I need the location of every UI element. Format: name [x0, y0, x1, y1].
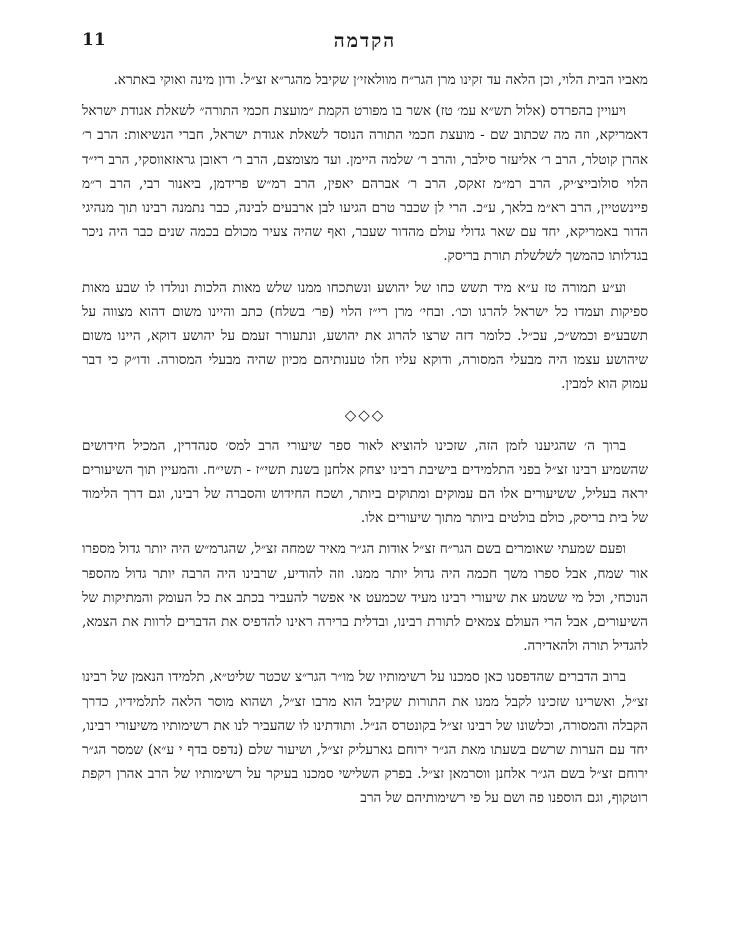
- paragraph: ויעויין בהפרדס (אלול תש״א עמ׳ טז) אשר בו מפורט הקמת ״מועצת חכמי התורה״ לשאלת אגודת ישראל דאמריקא, וזה מה שכתוב שם - מועצת חכמי התורה הנוסד לשאלת אגודת ישראל, חברי הנשיאות: הרב ר׳ אהרן קוטלר, הרב ר׳ אליעזר סילבר, והרב ר׳ שלמה היימן. ועד מצומצם, הרב ר׳ ראובן גראזאווסקי, הרב רי״ד הלוי סולובייצ׳יק, הרב רמ״מ זאקס, הרב ר׳ אברהם יאפין, הרב רמ״ש פרידמן, ביאנור רבי, הרב ר״מ פיינשטיין, הרב רא״מ בלאך, ע״כ. הרי לן שכבר טרם הגיעו לבן ארבעים לבינה, כבר נתמנה רבינו תוך מנהיגי הדור באמריקא, יחד עם שאר גדולי עולם מהדור שעבר, ואף שהיה צעיר מכולם בכמה שנים כבר היה ניכר בגדלותו כהמשך לשלשלת תורת בריסק.: [82, 103, 649, 265]
- paragraph: מאביו הבית הלוי, וכן הלאה עד זקינו מרן הגר״ח מוולאזי׳ן שקיבל מהגר״א זצ״ל. ודון מינה ואוקי באתרא.: [113, 72, 648, 88]
- page-header: [82, 30, 648, 58]
- paragraph: ופעם שמעתי שאומרים בשם הגר״ח זצ״ל אודות הג״ר מאיר שמחה זצ״ל, שהגרמ״ש היה יותר גדול מספרו אור שמח, אבל ספרו משך חכמה היה גדול יותר ממנו. וזה להודיע, שרבינו היה הרבה יותר גדול מהספר הנוכחי, וכל מי ששמע את שיעורי רבינו מעיד שכמעט אי אפשר להעביר בכתב את כל העומק והמתיקות של השיעורים, אבל הרי העולם צמאים לתורת רבינו, ובדלית ברירה ראינו להדפיס את הדברים לרוות את הצמא, להגדיל תורה ולהאדירה.: [82, 541, 648, 655]
- paragraph: וע״ע תמורה טז ע״א מיד תשש כחו של יהושע ונשתכחו ממנו שלש מאות הלכות ונולדו לו שבע מאות ספיקות ועמדו כל ישראל להרגו וכו׳. ובחי׳ מרן רי״ז הלוי (פר׳ בשלח) כתב והיינו משום דהוא מצווה על תשבע״פ וכמש״כ, עכ״ל. כלומר דזה שרצו להרוג את יהושע, ונתעורר זעמם על יהושע דוקא, היינו משום שיהושע עצמו היה מבעלי המסורה, ודוקא עליו חלו טענותיהם מכיון שהיה מבעלי המסורה. ודו״ק כי דבר עמוק הוא למבין.: [82, 279, 648, 393]
- paragraph: ברוך ה׳ שהגיענו לזמן הזה, שזכינו להוציא לאור ספר שיעורי הרב למס׳ סנהדרין, המכיל חידושים שהשמיע רבינו זצ״ל בפני התלמידים בישיבת רבינו יצחק אלחנן בשנת תשי״ז - תשי״ח. והמעיין תוך השיעורים יראה בעליל, ששיעורים אלו הם עמוקים ומתוקים ביותר, ושכח החידוש והסברה של רבינו, וגם דרך הלימוד של בית בריסק, כולם בולטים ביותר מתוך שיעורים אלו.: [82, 437, 648, 527]
- body-text: [82, 68, 648, 818]
- section-divider-ornament: ◇◇◇: [344, 405, 386, 424]
- running-title: הקדמה: [333, 30, 397, 52]
- paragraph: ברוב הדברים שהדפסנו כאן סמכנו על רשימותיו של מו״ר הגר״צ שכטר שליט״א, תלמידו הנאמן של רבינו זצ״ל, ואשרינו שזכינו לקבל ממנו את התורות שקיבל הוא מרבו זצ״ל, ושהוא מוסר הלאה לתלמידיו, כדרך הקבלה והמסורה, וכלשונו של רבינו זצ״ל בקונטרס הנ״ל. ותודתינו לו שהעביר לנו את רשימותיו משיעורי רבינו, יחד עם הערות שרשם בשעתו מאת הג״ר ירוחם גארעליק זצ״ל, ושיעור שלם (נדפס בדף י ע״א) שמסר הג״ר ירוחם זצ״ל בשם הג״ר אלחנן ווסרמאן זצ״ל. בפרק השלישי סמכנו בעיקר על רשימותיו של הרב אהרן רקפת רוטקוף, וגם הוספנו פה ושם על פי רשימותיהם של הרב: [82, 669, 648, 807]
- page-number: 11: [82, 30, 106, 50]
